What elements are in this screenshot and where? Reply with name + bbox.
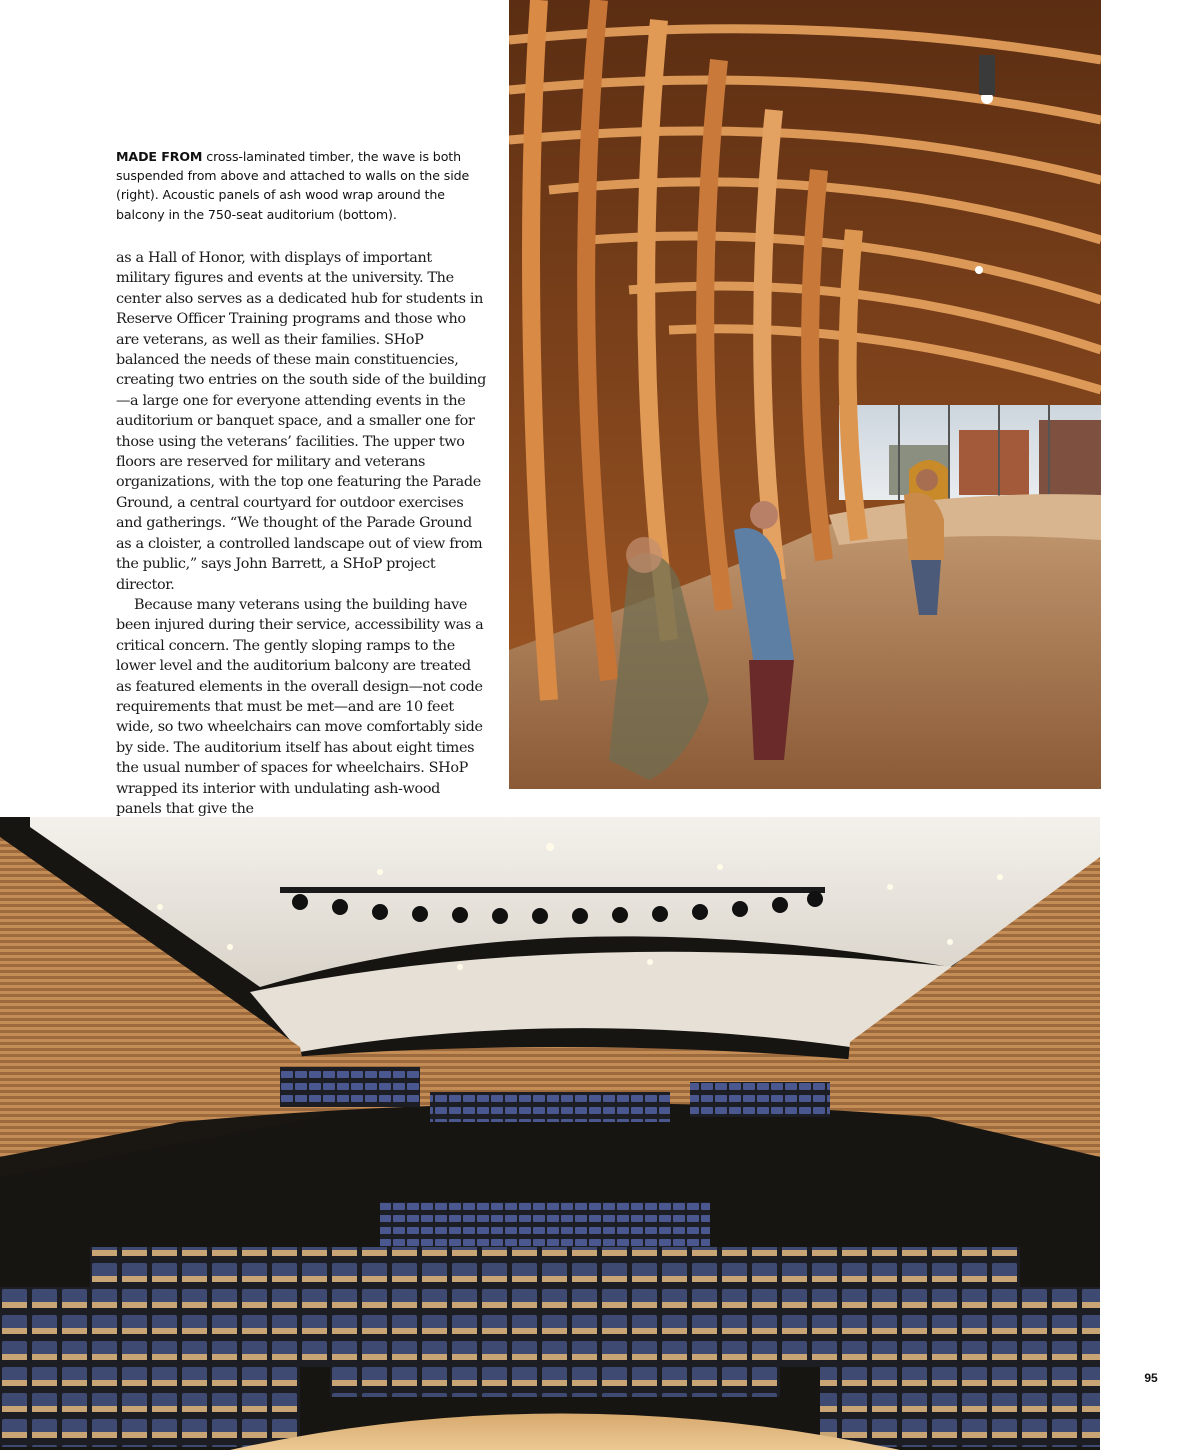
article-paragraph: Because many veterans using the building have been injured during their service, accessibility was a critical concern. The gently sloping ramps to the lower level and the auditorium balcony are treated as featured elements in the overall design—not code requirements that must be met—and are 10 feet wide, so two wheelchairs can move comfortably side by side. The auditorium itself has about eight times the usual number of spaces for wheelchairs. SHoP wrapped its interior with undulating ash-wood panels that give the (116, 596, 484, 817)
photo-caption (116, 147, 488, 224)
page-number: 95 (1144, 1371, 1158, 1385)
corridor-photo (509, 0, 1101, 789)
caption-text: cross-laminated timber, the wave is both suspended from above and attached to walls on the side (right). Acoustic panels of ash wood wrap around the balcony in the 750-seat auditorium (bottom). (116, 149, 470, 222)
caption-lead: MADE FROM (116, 149, 203, 164)
auditorium-photo (0, 817, 1100, 1450)
article-paragraph: as a Hall of Honor, with displays of important military figures and events at the university. The center also serves as a dedicated hub for students in Reserve Officer Training programs and those who are veterans, as well as their families. SHoP balanced the needs of these main constituencies, creating two entries on the south side of the building—a large one for everyone attending events in the auditorium or banquet space, and a smaller one for those using the veterans’ facilities. The upper two floors are reserved for military and veterans organizations, with the top one featuring the Parade Ground, a central courtyard for outdoor exercises and gatherings. “We thought of the Parade Ground as a cloister, a controlled landscape out of view from the public,” says John Barrett, a SHoP project director. (116, 250, 487, 593)
article-body (116, 248, 488, 819)
